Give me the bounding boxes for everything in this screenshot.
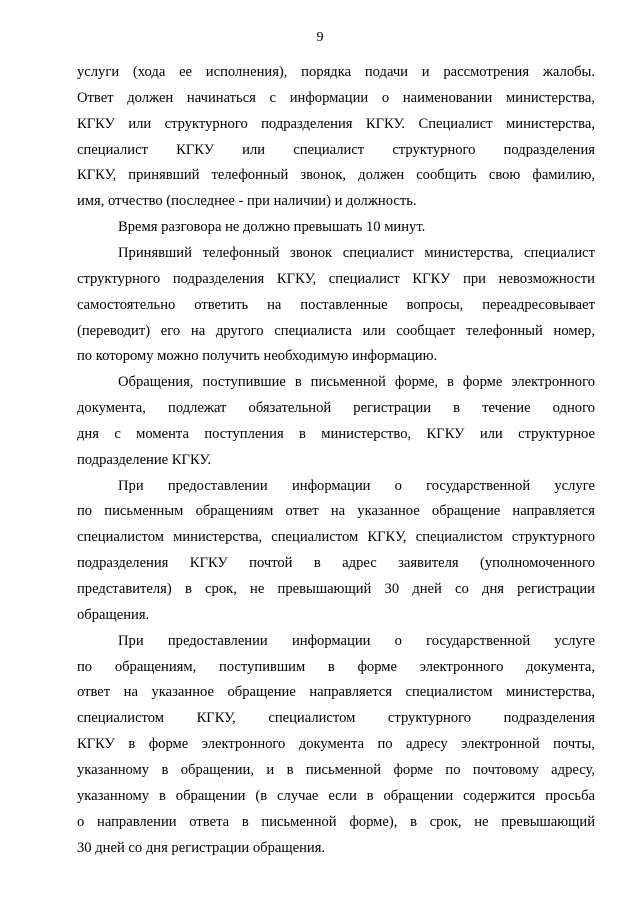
text-line: имя, отчество (последнее - при наличии) и должность. xyxy=(77,193,417,210)
text-line: указанному в обращении (в случае если в обращении содержится просьба xyxy=(77,787,595,804)
text-line: дня с момента поступления в министерство, КГКУ или структурное xyxy=(77,425,595,442)
text-line: по которому можно получить необходимую информацию. xyxy=(77,348,438,365)
text-line: ответ на указанное обращение направляется специалистом министерства, xyxy=(77,684,595,701)
text-line: специалистом КГКУ, специалистом структурного подразделения xyxy=(77,710,595,727)
text-line: 30 дней со дня регистрации обращения. xyxy=(77,839,326,856)
text-line: Ответ должен начинаться с информации о наименовании министерства, xyxy=(77,89,595,106)
text-line: по письменным обращениям ответ на указанное обращение направляется xyxy=(77,503,595,520)
text-line: Обращения, поступившие в письменной форме, в форме электронного xyxy=(118,374,595,391)
text-line: о направлении ответа в письменной форме), в срок, не превышающий xyxy=(77,813,595,830)
text-line: КГКУ, принявший телефонный звонок, должен сообщить свою фамилию, xyxy=(77,167,595,184)
text-line: специалистом министерства, специалистом КГКУ, специалистом структурного xyxy=(77,529,595,546)
text-line: представителя) в срок, не превышающий 30 дней со дня регистрации xyxy=(77,581,595,597)
text-line: обращения. xyxy=(77,606,150,623)
text-line: самостоятельно ответить на поставленные вопросы, переадресовывает xyxy=(77,296,595,313)
text-line: (переводит) его на другого специалиста или сообщает телефонный номер, xyxy=(77,322,595,339)
text-line: документа, подлежат обязательной регистрации в течение одного xyxy=(77,400,595,417)
page-number: 9 xyxy=(316,30,324,45)
text-line: указанному в обращении, и в письменной форме по почтовому адресу, xyxy=(77,761,595,778)
text-line: При предоставлении информации о государственной услуге xyxy=(118,477,595,494)
text-line: подразделение КГКУ. xyxy=(77,451,212,468)
text-line: услуги (хода ее исполнения), порядка подачи и рассмотрения жалобы. xyxy=(77,64,595,80)
text-line: Принявший телефонный звонок специалист министерства, специалист xyxy=(118,244,595,261)
text-line: по обращениям, поступившим в форме электронного документа, xyxy=(77,658,595,675)
text-line: При предоставлении информации о государственной услуге xyxy=(118,632,595,649)
text-line: структурного подразделения КГКУ, специалист КГКУ при невозможности xyxy=(77,270,595,287)
text-line: Время разговора не должно превышать 10 минут. xyxy=(118,219,426,236)
text-line: подразделения КГКУ почтой в адрес заявителя (уполномоченного xyxy=(77,555,595,572)
text-line: КГКУ в форме электронного документа по адресу электронной почты, xyxy=(77,736,595,753)
text-line: КГКУ или структурного подразделения КГКУ. Специалист министерства, xyxy=(77,115,595,132)
text-line: специалист КГКУ или специалист структурного подразделения xyxy=(77,141,595,158)
